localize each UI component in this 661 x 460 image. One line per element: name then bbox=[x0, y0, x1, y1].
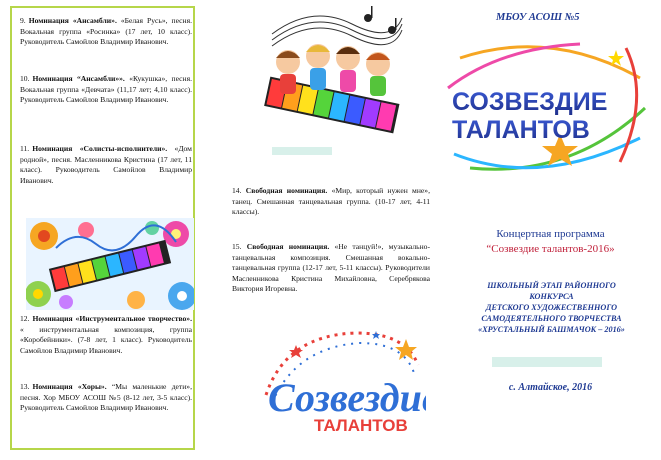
program-item-9: 9. Номинация «Ансамбли». «Белая Русь», песня. Вокальная группа «Росинка» (17 лет, 10 класс). Руководитель Самойлов Владимир Иванович. bbox=[20, 16, 192, 47]
program-item-13: 13. Номинация «Хоры». “Мы маленькие дети», песня. Хор МБОУ АСОШ №5 (8-12 лет, 3-5 класс). Руководитель Самойлов Владимир Иванович. bbox=[20, 382, 193, 413]
program-item-11: 11. Номинация «Солисты-исполнители». «Дом родной», песня. Масленникова Кристина (17 лет, 11 класс). Руководитель Самойлов Владимир Иванович. bbox=[20, 144, 192, 185]
logo-main-line1: СОЗВЕЗДИЕ bbox=[452, 88, 608, 116]
constellation-logo-main bbox=[440, 38, 655, 178]
logo-small-line1: Созвездие bbox=[268, 375, 426, 420]
left-panel bbox=[10, 6, 195, 450]
contest-description: ШКОЛЬНЫЙ ЭТАП РАЙОННОГО КОНКУРСА ДЕТСКОГО ХУДОЖЕСТВЕННОГО САМОДЕЯТЕЛЬНОГО ТВОРЧЕСТВА «ХРУСТАЛЬНЫЙ БАШМАЧОК – 2016» bbox=[478, 281, 625, 334]
program-item-12: 12. Номинация «Инструментальное творчество». « инструментальная композиция, группа «Коробейники». (7-8 лет, 1 класс). Руководитель Самойлов Владимир Иванович. bbox=[20, 314, 192, 355]
concert-name: “Созвездие талантов-2016» bbox=[486, 243, 615, 255]
place-and-year: с. Алтайское, 2016 bbox=[508, 382, 593, 393]
program-item-10: 10. Номинация “Ансамбли»». «Кукушка», песня. Вокальная группа «Девчата» (11,17 лет; 4,10 класс). Руководитель Самойлов Владимир Иванович. bbox=[20, 74, 192, 105]
blank-strip bbox=[272, 147, 332, 155]
singing-children-illustration bbox=[252, 4, 410, 139]
middle-panel bbox=[222, 0, 432, 460]
flowers-piano-illustration bbox=[26, 218, 194, 310]
blank-strip bbox=[492, 357, 602, 367]
program-item-14: 14. Свободная номинация. «Мир, который нужен мне», танец. Смешанная танцевальная группа. (10-17 лет, 4-11 классы). bbox=[232, 186, 430, 217]
program-item-15: 15. Свободная номинация. «Не танцуй!», музыкально-танцевальная композиция. Смешанная вокально-танцевальная группа (12-17 лет, 5-11 классы). Руководители Масленникова Кристина Михайловна, Серебрякова Виктория Игоревна. bbox=[232, 242, 430, 294]
school-name: МБОУ АСОШ №5 bbox=[496, 12, 580, 23]
logo-small-line2: ТАЛАНТОВ bbox=[314, 416, 408, 435]
constellation-logo-small bbox=[256, 325, 426, 440]
right-panel bbox=[440, 0, 661, 460]
logo-main-line2: ТАЛАНТОВ bbox=[452, 116, 590, 144]
concert-title: Концертная программа bbox=[496, 228, 605, 240]
